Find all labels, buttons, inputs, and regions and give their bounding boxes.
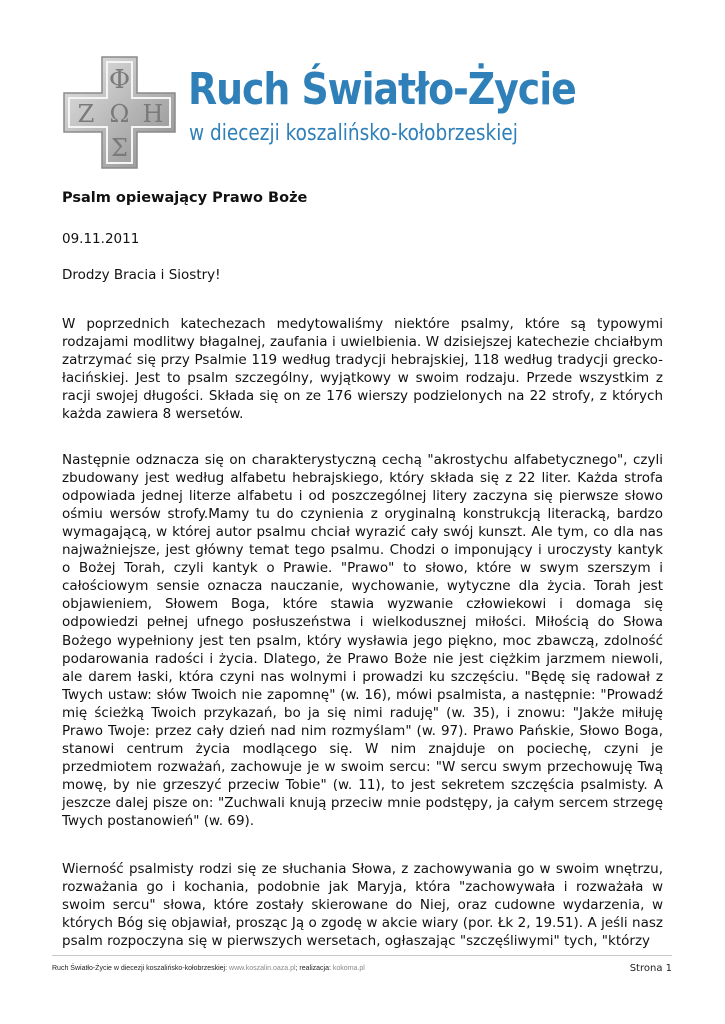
- logo-letter-bottom: Σ: [111, 134, 128, 162]
- brand-subtitle: w diecezji koszalińsko-kołobrzeskiej: [189, 121, 518, 146]
- logo-letter-top: Φ: [108, 65, 131, 95]
- article-date: 09.11.2011: [62, 231, 140, 247]
- logo-letter-center: Ω: [109, 100, 130, 128]
- article-paragraph: Wierność psalmisty rodzi się ze słuchania Słowa, z zachowywania go w swoim wnętrzu, rozważania go i kochania, podobnie jak Maryja, która "zachowywała i rozważała w swoim sercu" słowa, które zostały skierowane do Niej, oraz cudowne wydarzenia, w których Bóg się objawiał, prosząc Ją o zgodę w akcie wiary (por. Łk 2, 19.51). A jeśli nasz psalm rozpoczyna się w pierwszych wersetach, ogłaszając "szczęśliwymi" tych, "którzy: [62, 860, 663, 949]
- article-paragraph: Następnie odznacza się on charakterystyczną cechą "akrostychu alfabetycznego", czyli zbudowany jest według alfabetu hebrajskiego, który składa się z 22 liter. Każda strofa odpowiada jednej literze alfabetu i od poszczególnej litery zaczyna się pierwsze słowo ośmiu wersów strofy.Mamy tu do czynienia z oryginalną konstrukcją literacką, bardzo wymagającą, w której autor psalmu chciał wyrazić cały swój kunszt. Ale tym, co dla nas najważniejsze, jest główny temat tego psalmu. Chodzi o imponujący i uroczysty kantyk o Bożej Torah, czyli kantyk o Prawie. "Prawo" to słowo, które w swym szerszym i całościowym sensie oznacza nauczanie, wychowanie, wytyczne dla życia. Torah jest objawieniem, Słowem Boga, które stawia wyzwanie człowiekowi i domaga się odpowiedzi pełnej ufnego posłuszeństwa i wielkodusznej miłości. Miłością do Słowa Bożego wypełniony jest ten psalm, który wysławia jego piękno, moc zbawczą, zdolność podarowania radości i życia. Dlatego, że Prawo Boże nie jest ciężkim jarzmem niewoli, ale darem łaski, która czyni nas wolnymi i prowadzi ku szczęściu. "Będę się radował z Twych ustaw: słów Twoich nie zapomnę" (w. 16), mówi psalmista, a następnie: "Prowadź mię ścieżką Twoich przykazań, bo ja się nimi raduję" (w. 35), i znowu: "Jakże miłuję Prawo Twoje: przez cały dzień nad nim rozmyślam" (w. 97). Prawo Pańskie, Słowo Boga, stanowi centrum życia modlącego się. W nim znajduje on pociechę, czyni je przedmiotem rozważań, zachowuje je w swoim sercu: "W sercu swym przechowuję Twą mowę, by nie grzeszyć przeciw Tobie" (w. 11), to jest sekretem szczęścia psalmisty. A jeszcze dalej pisze on: "Zuchwali knują przeciw mnie podstępy, ja całym sercem strzegę Twych postanowień" (w. 69).: [62, 451, 663, 830]
- footer-realizacja-link[interactable]: kokoma.pl: [332, 965, 365, 972]
- article-greeting: Drodzy Bracia i Siostry!: [62, 267, 221, 283]
- footer-realizacja-label: ; realizacja:: [295, 965, 331, 972]
- article-paragraph: W poprzednich katechezach medytowaliśmy niektóre psalmy, które są typowymi rodzajami modlitwy błagalnej, zaufania i uwielbienia. W dzisiejszej katechezie chciałbym zatrzymać się przy Psalmie 119 według tradycji hebrajskiej, 118 według tradycji grecko-łacińskiej. Jest to psalm szczególny, wyjątkowy w swoim rodzaju. Przede wszystkim z racji swojej długości. Składa się on ze 176 wierszy podzielonych na 22 strofy, z których każda zawiera 8 wersetów.: [62, 316, 663, 423]
- footer-org: Ruch Światło-Życie w diecezji koszalińsko-kołobrzeskiej:: [52, 965, 228, 972]
- site-header: [62, 50, 662, 170]
- article: [62, 188, 663, 950]
- logo-letter-right: Η: [142, 100, 164, 128]
- movement-cross-logo-icon: [62, 55, 177, 170]
- brand-title: Ruch Światło-Życie: [188, 64, 576, 115]
- article-title: Psalm opiewający Prawo Boże: [62, 190, 308, 206]
- footer-credits: [52, 964, 365, 974]
- logo-letter-left: Ζ: [77, 100, 95, 128]
- footer-site-link[interactable]: www.koszalin.oaza.pl: [229, 965, 296, 972]
- page-number: Strona 1: [629, 963, 672, 974]
- footer-divider: [52, 955, 672, 956]
